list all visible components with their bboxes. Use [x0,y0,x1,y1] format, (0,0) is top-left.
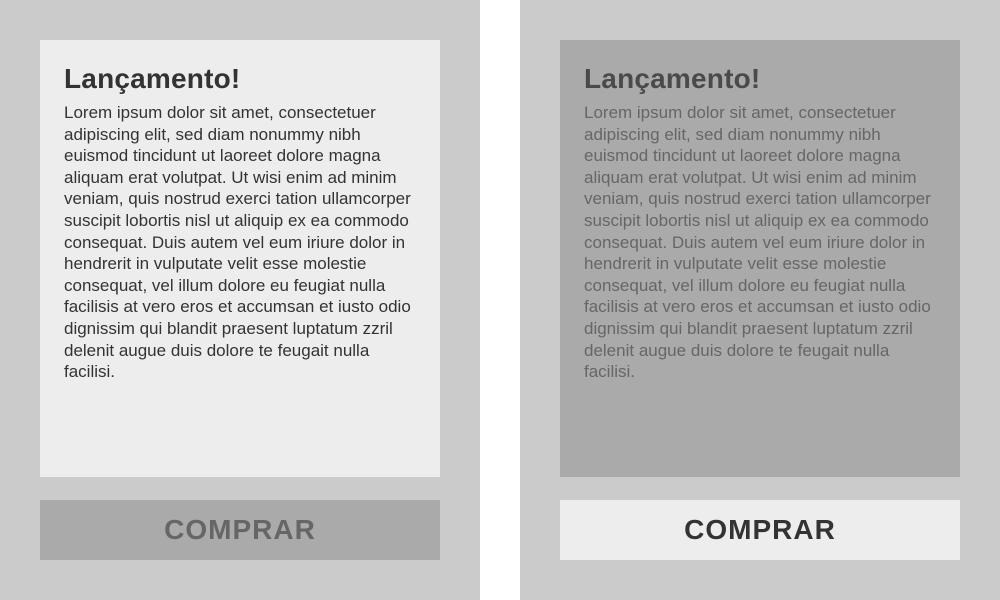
card-body: Lorem ipsum dolor sit amet, consectetuer adipiscing elit, sed diam nonummy nibh euismod tincidunt ut laoreet dolore magna aliquam erat volutpat. Ut wisi enim ad minim veniam, quis nostrud exerci tation ullamcorper suscipit lobortis nisl ut aliquip ex ea commodo consequat. Duis autem vel eum iriure dolor in hendrerit in vulputate velit esse molestie consequat, vel illum dolore eu feugiat nulla facilisis at vero eros et accumsan et iusto odio dignissim qui blandit praesent luptatum zzril delenit augue duis dolore te feugait nulla facilisi. [584,103,931,382]
variant-a-panel [0,0,480,600]
card-body: Lorem ipsum dolor sit amet, consectetuer adipiscing elit, sed diam nonummy nibh euismod tincidunt ut laoreet dolore magna aliquam erat volutpat. Ut wisi enim ad minim veniam, quis nostrud exerci tation ullamcorper suscipit lobortis nisl ut aliquip ex ea commodo consequat. Duis autem vel eum iriure dolor in hendrerit in vulputate velit esse molestie consequat, vel illum dolore eu feugiat nulla facilisis at vero eros et accumsan et iusto odio dignissim qui blandit praesent luptatum zzril delenit augue duis dolore te feugait nulla facilisi. [64,103,411,382]
content-card [40,40,440,477]
buy-button[interactable]: COMPRAR [40,500,440,560]
card-title: Lançamento! [584,63,761,94]
variant-b-panel [520,0,1000,600]
content-card [560,40,960,477]
card-title: Lançamento! [64,63,241,94]
buy-button[interactable]: COMPRAR [560,500,960,560]
